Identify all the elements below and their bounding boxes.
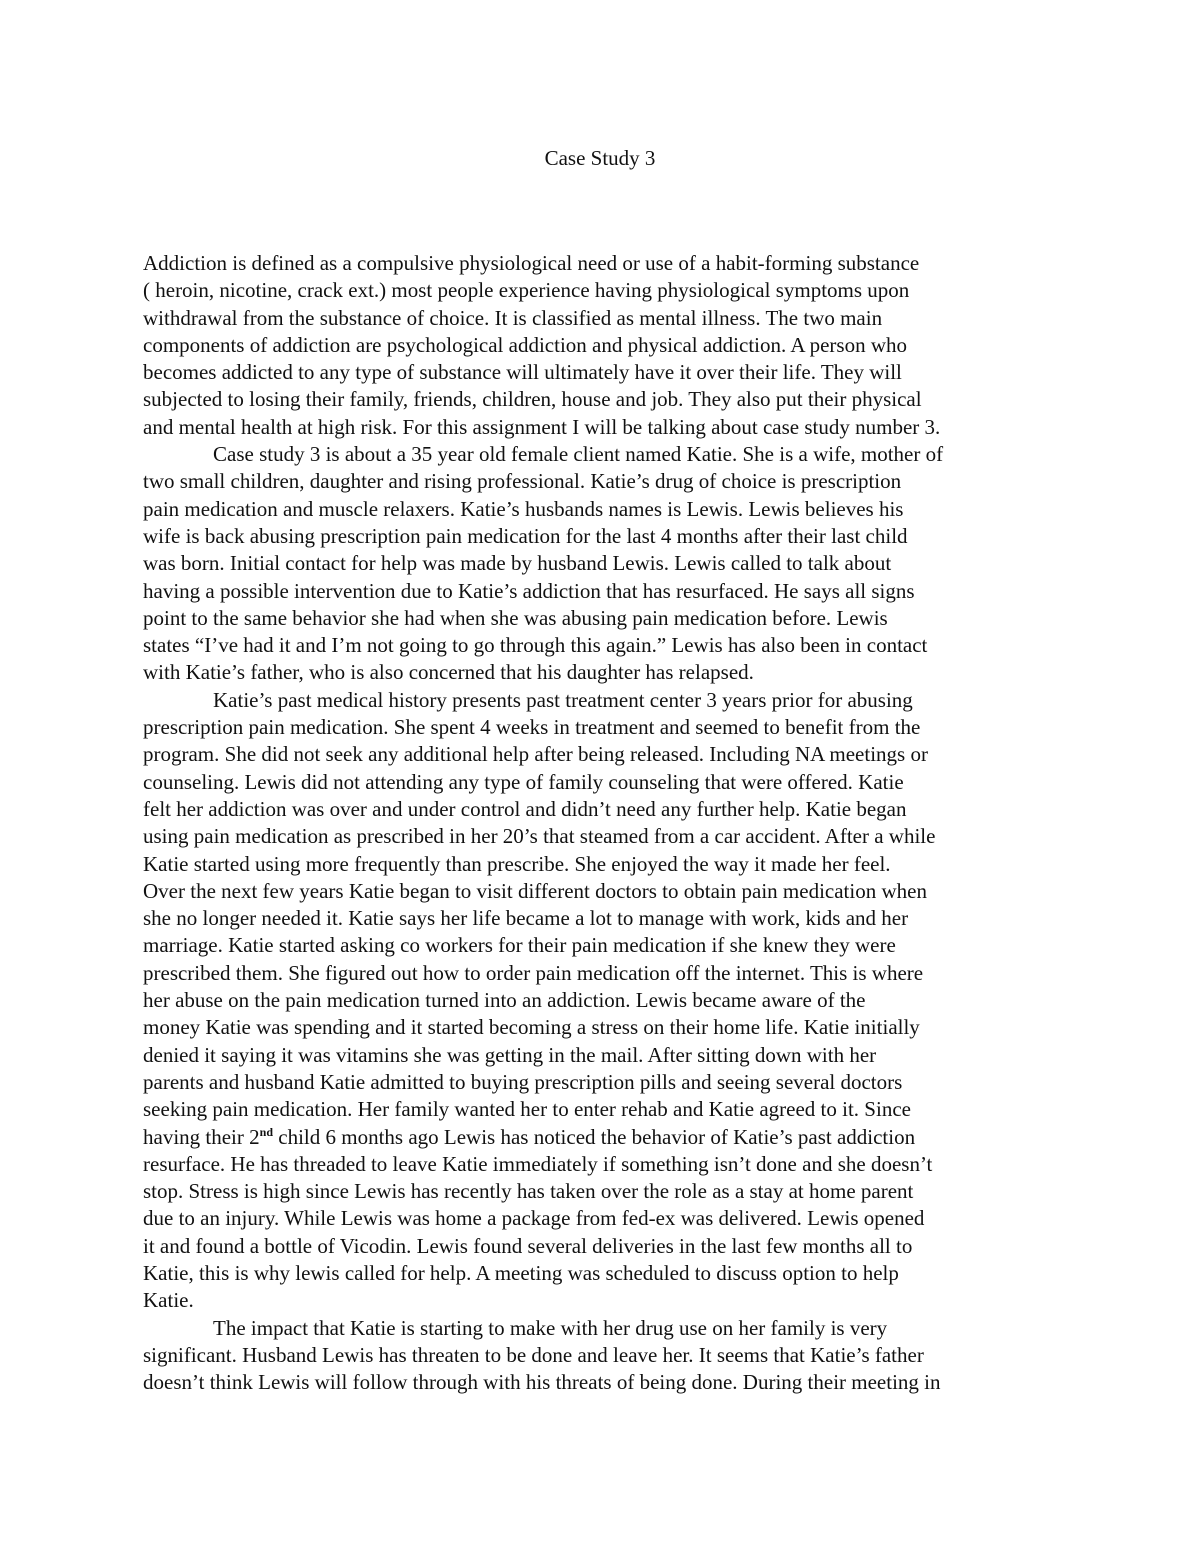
- text-line: Katie’s past medical history presents past treatment center 3 years prior for abusing: [213, 687, 913, 712]
- text-line: felt her addiction was over and under control and didn’t need any further help. Katie began: [143, 796, 907, 821]
- text-line: Katie.: [143, 1288, 194, 1313]
- page-title: Case Study 3: [544, 146, 656, 170]
- text-line: pain medication and muscle relaxers. Katie’s husbands names is Lewis. Lewis believes his: [143, 496, 904, 521]
- text-line: components of addiction are psychological addiction and physical addiction. A person who: [143, 332, 907, 357]
- text-line: Over the next few years Katie began to visit different doctors to obtain pain medication when: [143, 878, 927, 903]
- text-line: was born. Initial contact for help was made by husband Lewis. Lewis called to talk about: [143, 551, 892, 576]
- text-line: subjected to losing their family, friends, children, house and job. They also put their physical: [143, 387, 922, 412]
- text-line: prescribed them. She figured out how to order pain medication off the internet. This is where: [143, 960, 924, 985]
- text-line: two small children, daughter and rising professional. Katie’s drug of choice is prescription: [143, 469, 902, 494]
- text-line: [143, 1124, 1063, 1151]
- text-line: The impact that Katie is starting to make with her drug use on her family is very: [213, 1315, 888, 1340]
- text-line: her abuse on the pain medication turned into an addiction. Lewis became aware of the: [143, 988, 866, 1013]
- text-line: program. She did not seek any additional help after being released. Including NA meetings or: [143, 742, 928, 767]
- text-line: Addiction is defined as a compulsive physiological need or use of a habit-forming substance: [143, 251, 920, 275]
- text-line: marriage. Katie started asking co workers for their pain medication if she knew they were: [143, 933, 896, 958]
- text-line: point to the same behavior she had when she was abusing pain medication before. Lewis: [143, 605, 888, 630]
- text-line: money Katie was spending and it started becoming a stress on their home life. Katie initially: [143, 1015, 920, 1040]
- text-line: stop. Stress is high since Lewis has recently has taken over the role as a stay at home parent: [143, 1179, 914, 1204]
- text-line: prescription pain medication. She spent 4 weeks in treatment and seemed to benefit from the: [143, 715, 921, 740]
- text-line: Katie, this is why lewis called for help. A meeting was scheduled to discuss option to help: [143, 1260, 899, 1285]
- text-line: states “I’ve had it and I’m not going to go through this again.” Lewis has also been in contact: [143, 633, 928, 658]
- text-line: having a possible intervention due to Katie’s addiction that has resurfaced. He says all signs: [143, 578, 915, 603]
- text-line: becomes addicted to any type of substance will ultimately have it over their life. They will: [143, 360, 902, 385]
- text-line: with Katie’s father, who is also concerned that his daughter has relapsed.: [143, 660, 754, 685]
- text-line: and mental health at high risk. For this assignment I will be talking about case study number 3.: [143, 414, 941, 439]
- ordinal-superscript: nd: [259, 1124, 273, 1139]
- text-line: due to an injury. While Lewis was home a package from fed-ex was delivered. Lewis opened: [143, 1206, 925, 1231]
- text-line: she no longer needed it. Katie says her life became a lot to manage with work, kids and her: [143, 906, 909, 931]
- text-line: denied it saying it was vitamins she was getting in the mail. After sitting down with her: [143, 1042, 877, 1067]
- text-line: counseling. Lewis did not attending any type of family counseling that were offered. Katie: [143, 769, 904, 794]
- essay-body: [143, 250, 1063, 1396]
- text-line: withdrawal from the substance of choice. It is classified as mental illness. The two main: [143, 305, 883, 330]
- text-line-part: having their 2: [143, 1124, 260, 1149]
- text-line: Katie started using more frequently than prescribe. She enjoyed the way it made her feel.: [143, 851, 891, 876]
- text-line: significant. Husband Lewis has threaten to be done and leave her. It seems that Katie’s father: [143, 1342, 924, 1367]
- text-line: resurface. He has threaded to leave Katie immediately if something isn’t done and she doesn’t: [143, 1151, 933, 1176]
- text-line: wife is back abusing prescription pain medication for the last 4 months after their last child: [143, 523, 908, 548]
- text-line: ( heroin, nicotine, crack ext.) most people experience having physiological symptoms upon: [143, 278, 910, 303]
- text-line: parents and husband Katie admitted to buying prescription pills and seeing several doctors: [143, 1069, 903, 1094]
- text-line: doesn’t think Lewis will follow through with his threats of being done. During their meeting in: [143, 1370, 941, 1395]
- text-line: using pain medication as prescribed in her 20’s that steamed from a car accident. After a while: [143, 824, 936, 849]
- text-line-part: child 6 months ago Lewis has noticed the behavior of Katie’s past addiction: [273, 1124, 916, 1149]
- text-line: it and found a bottle of Vicodin. Lewis found several deliveries in the last few months all to: [143, 1233, 913, 1258]
- text-line: Case study 3 is about a 35 year old female client named Katie. She is a wife, mother of: [213, 442, 944, 467]
- text-line: seeking pain medication. Her family wanted her to enter rehab and Katie agreed to it. Since: [143, 1097, 911, 1122]
